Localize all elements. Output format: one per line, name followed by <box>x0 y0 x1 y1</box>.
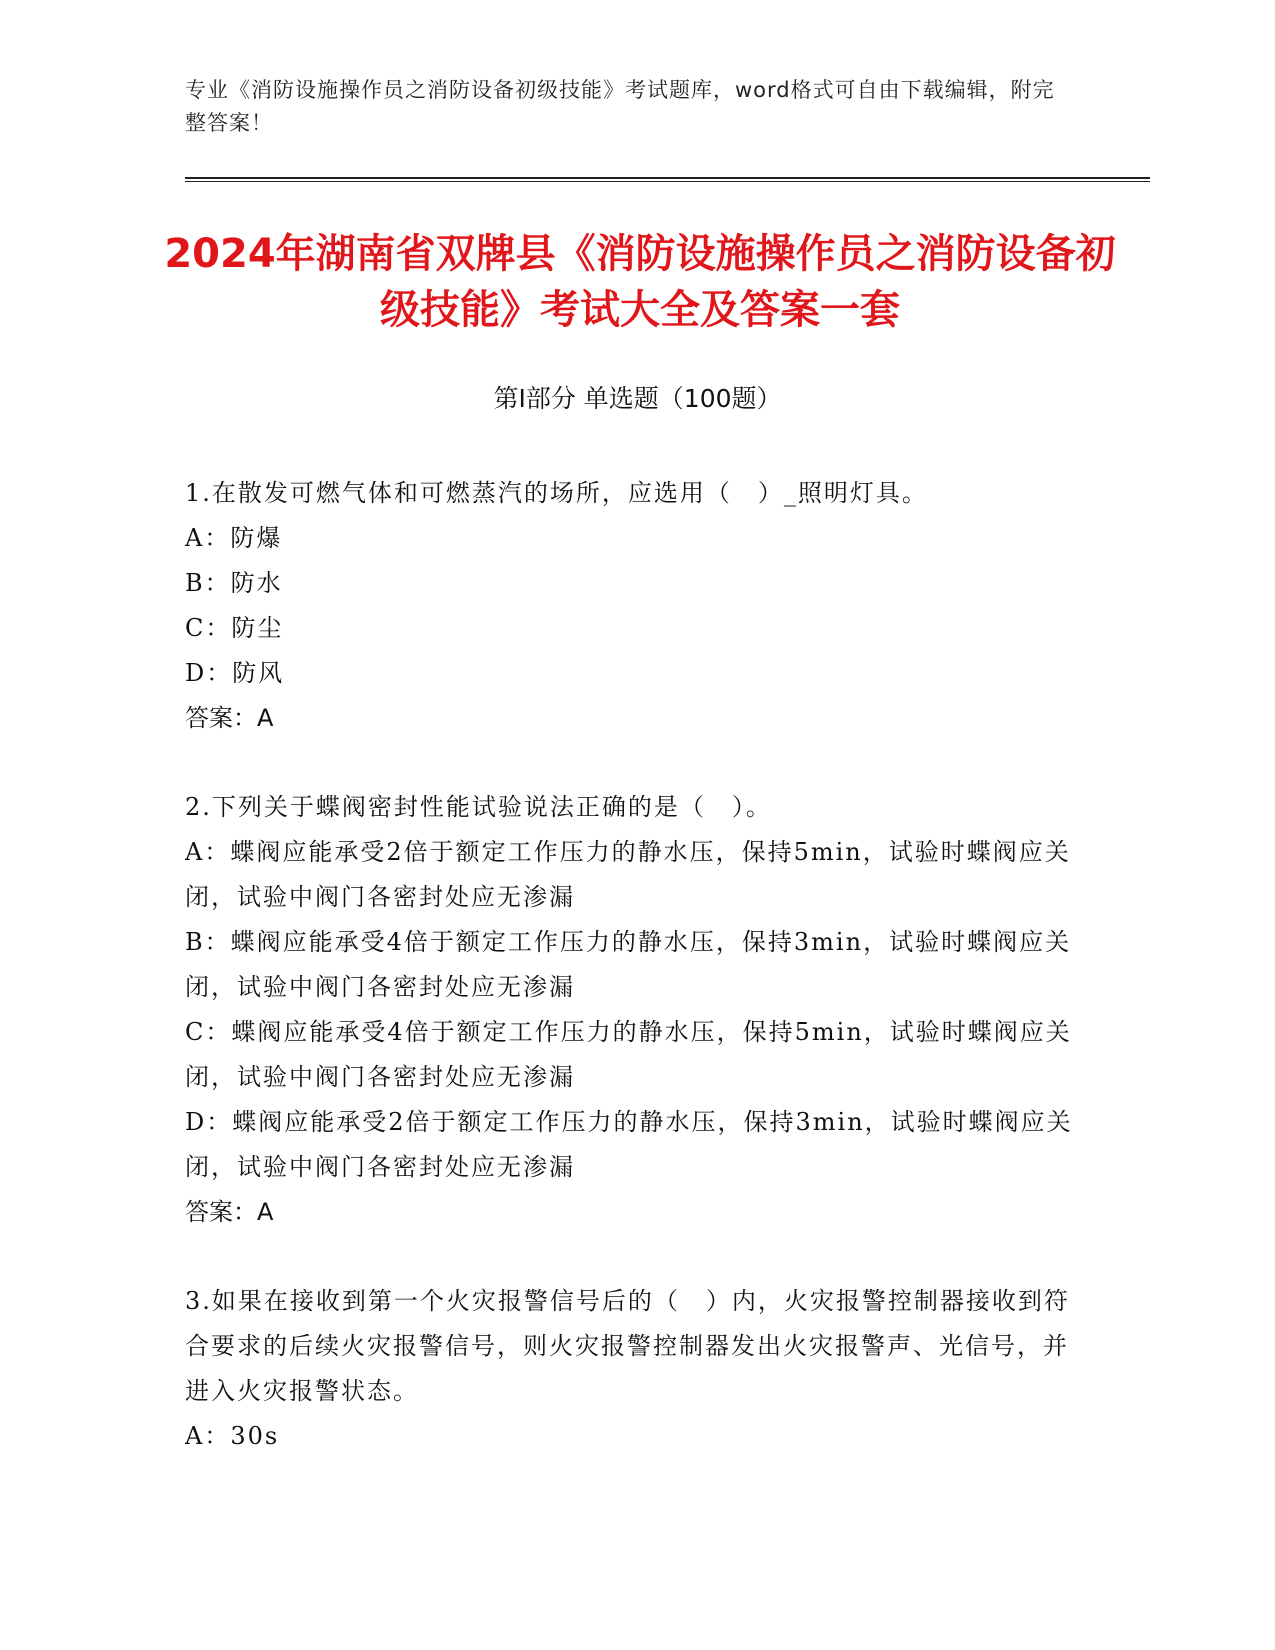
question-3 <box>185 1279 1075 1459</box>
option-a: A：30s <box>185 1422 280 1450</box>
option-c: C：蝶阀应能承受4倍于额定工作压力的静水压，保持5min，试验时蝶阀应关闭，试验中阀门各密封处应无渗漏 <box>185 1018 1072 1091</box>
option-a: A：防爆 <box>185 524 283 552</box>
option-c: C：防尘 <box>185 614 284 642</box>
section-heading: 第Ⅰ部分 单选题（100题） <box>493 384 782 413</box>
option-b: B：防水 <box>185 569 283 597</box>
answer: 答案：A <box>185 1198 274 1226</box>
question-1 <box>185 471 1075 741</box>
option-b: B：蝶阀应能承受4倍于额定工作压力的静水压，保持3min，试验时蝶阀应关闭，试验中阀门各密封处应无渗漏 <box>185 928 1072 1001</box>
question-stem: 1.在散发可燃气体和可燃蒸汽的场所，应选用（ ）_照明灯具。 <box>185 479 928 507</box>
option-a: A：蝶阀应能承受2倍于额定工作压力的静水压，保持5min，试验时蝶阀应关闭，试验中阀门各密封处应无渗漏 <box>185 838 1071 911</box>
question-2 <box>185 785 1075 1235</box>
header-note: 专业《消防设施操作员之消防设备初级技能》考试题库，word格式可自由下载编辑，附完整答案！ <box>185 78 1055 135</box>
option-d: D：蝶阀应能承受2倍于额定工作压力的静水压，保持3min，试验时蝶阀应关闭，试验中阀门各密封处应无渗漏 <box>185 1108 1073 1181</box>
answer: 答案：A <box>185 704 274 732</box>
document-title: 2024年湖南省双牌县《消防设施操作员之消防设备初级技能》考试大全及答案一套 <box>164 231 1116 333</box>
question-stem: 2.下列关于蝶阀密封性能试验说法正确的是（ ）。 <box>185 793 772 821</box>
header-divider <box>185 177 1150 179</box>
question-list <box>185 471 1075 1503</box>
option-d: D：防风 <box>185 659 285 687</box>
header-divider-thin <box>185 181 1150 182</box>
question-stem: 3.如果在接收到第一个火灾报警信号后的（ ）内，火灾报警控制器接收到符合要求的后续火灾报警信号，则火灾报警控制器发出火灾报警声、光信号，并进入火灾报警状态。 <box>185 1287 1070 1405</box>
